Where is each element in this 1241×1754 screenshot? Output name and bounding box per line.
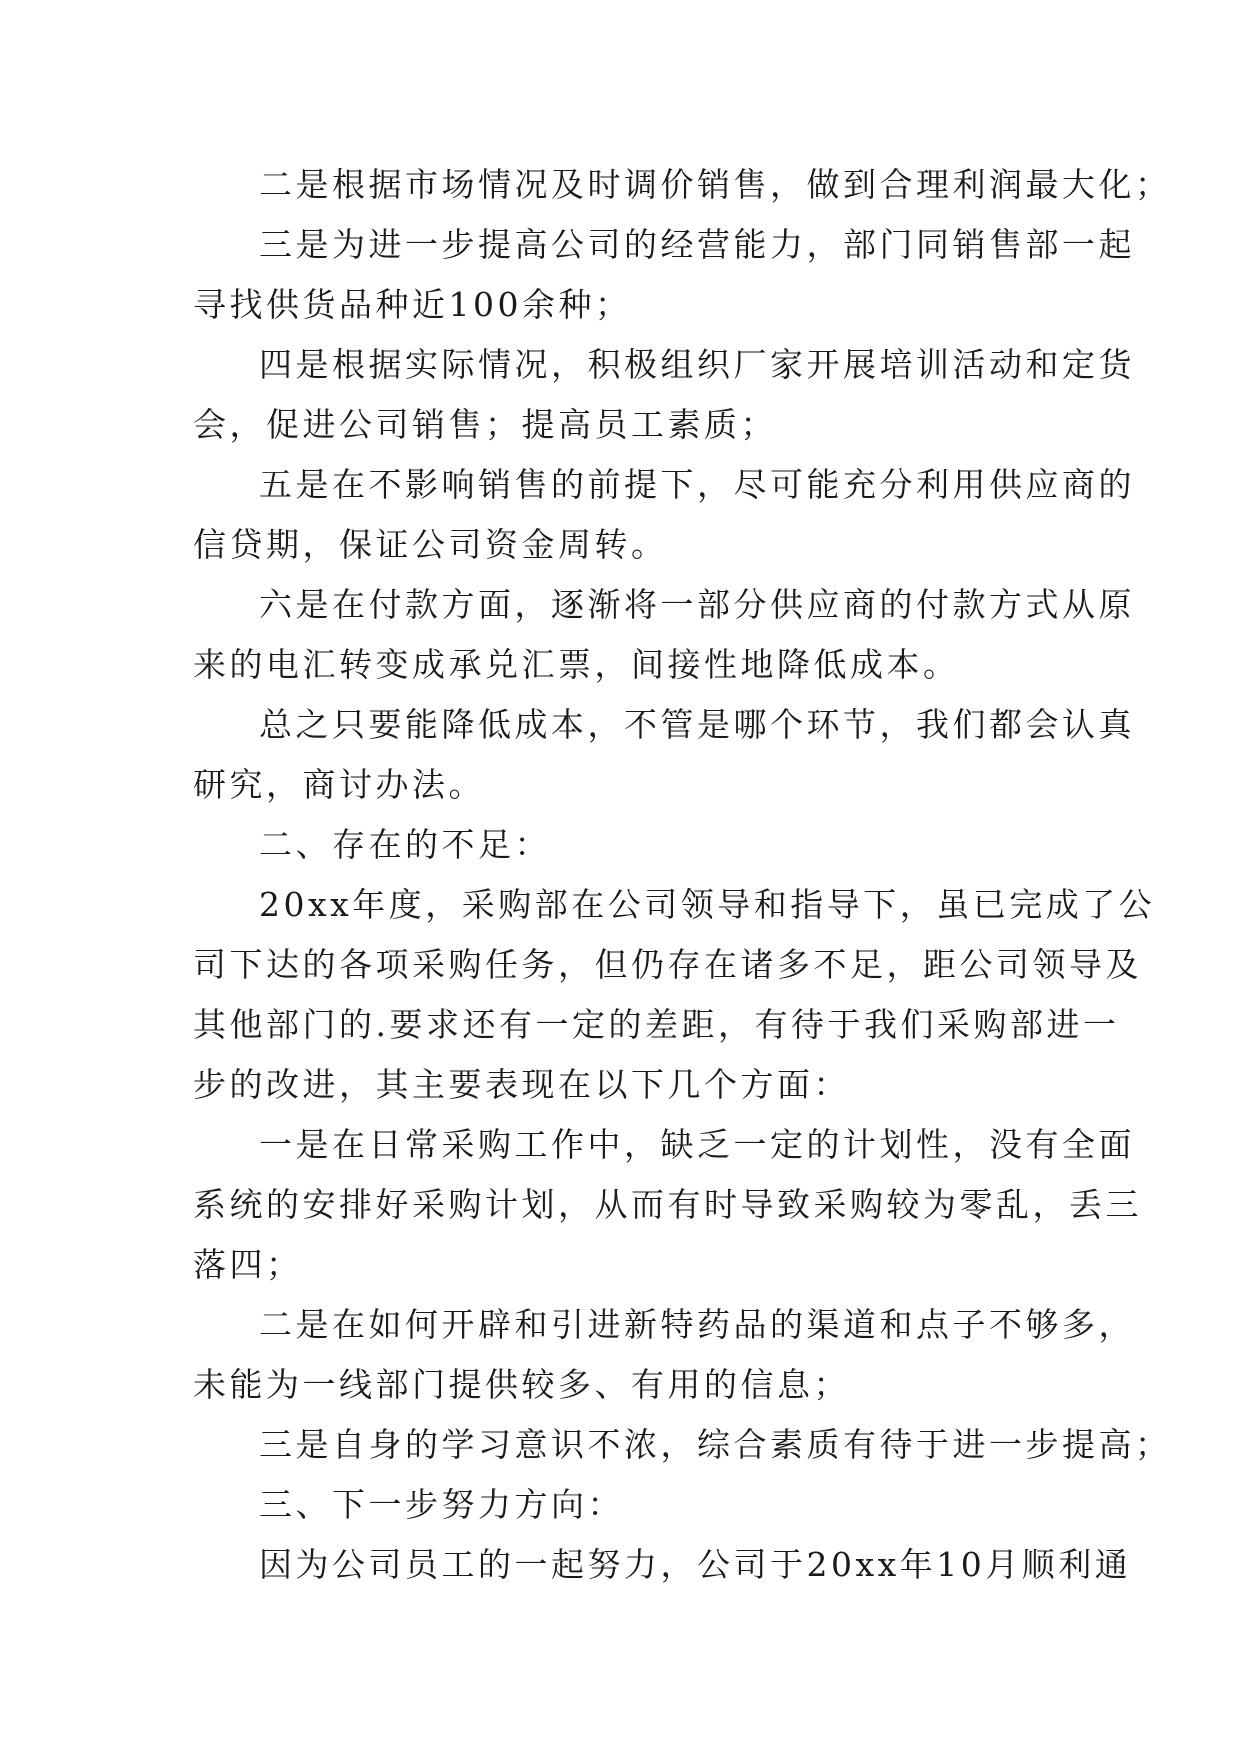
text-line: 步的改进，其主要表现在以下几个方面： bbox=[193, 1065, 850, 1104]
section-heading: 三、下一步努力方向： bbox=[259, 1485, 624, 1524]
text-line: 三是为进一步提高公司的经营能力，部门同销售部一起 bbox=[259, 225, 1135, 264]
text-line: 总之只要能降低成本，不管是哪个环节，我们都会认真 bbox=[259, 705, 1135, 744]
text-line: 四是根据实际情况，积极组织厂家开展培训活动和定货 bbox=[259, 345, 1135, 384]
text-line: 二是根据市场情况及时调价销售，做到合理利润最大化； bbox=[259, 165, 1172, 204]
text-line: 三是自身的学习意识不浓，综合素质有待于进一步提高； bbox=[259, 1425, 1172, 1464]
section-heading: 二、存在的不足： bbox=[259, 825, 551, 864]
text-line: 20xx年度，采购部在公司领导和指导下，虽已完成了公 bbox=[259, 885, 1156, 924]
text-line: 未能为一线部门提供较多、有用的信息； bbox=[193, 1365, 850, 1404]
text-line: 落四； bbox=[193, 1245, 303, 1284]
text-line: 会，促进公司销售；提高员工素质； bbox=[193, 405, 777, 444]
text-line: 五是在不影响销售的前提下，尽可能充分利用供应商的 bbox=[259, 465, 1135, 504]
document-body bbox=[193, 155, 1172, 1595]
text-line: 一是在日常采购工作中，缺乏一定的计划性，没有全面 bbox=[259, 1125, 1135, 1164]
text-line: 系统的安排好采购计划，从而有时导致采购较为零乱，丢三 bbox=[193, 1185, 1142, 1224]
text-line: 六是在付款方面，逐渐将一部分供应商的付款方式从原 bbox=[259, 585, 1135, 624]
text-line: 来的电汇转变成承兑汇票，间接性地降低成本。 bbox=[193, 645, 960, 684]
text-line: 信贷期，保证公司资金周转。 bbox=[193, 525, 668, 564]
text-line: 其他部门的.要求还有一定的差距，有待于我们采购部进一 bbox=[193, 1005, 1120, 1044]
text-line: 司下达的各项采购任务，但仍存在诸多不足，距公司领导及 bbox=[193, 945, 1142, 984]
text-line: 因为公司员工的一起努力，公司于20xx年10月顺利通 bbox=[259, 1545, 1132, 1584]
text-line: 寻找供货品种近100余种； bbox=[193, 285, 632, 324]
text-line: 二是在如何开辟和引进新特药品的渠道和点子不够多， bbox=[259, 1305, 1135, 1344]
text-line: 研究，商讨办法。 bbox=[193, 765, 485, 804]
